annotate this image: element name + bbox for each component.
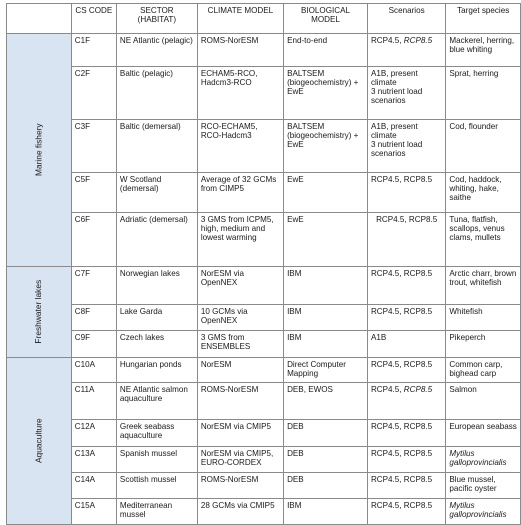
header-sector: SECTOR (HABITAT) (116, 4, 197, 34)
climate-model: 10 GCMs via OpenNEX (197, 305, 283, 331)
table-row (7, 473, 521, 499)
sector: Scottish mussel (116, 473, 197, 499)
scenarios: RCP4.5, RCP8.5 (367, 420, 445, 447)
target-species: European seabass (446, 420, 521, 447)
table-row (7, 420, 521, 447)
scenarios: RCP4.5, RCP8.5 (367, 34, 445, 67)
biological-model: EwE (284, 173, 368, 213)
sector: Norwegian lakes (116, 267, 197, 305)
target-species: Arctic charr, brown trout, whitefish (446, 267, 521, 305)
biological-model: IBM (284, 499, 368, 525)
climate-model: 28 GCMs via CMIP5 (197, 499, 283, 525)
climate-model: ECHAM5-RCO, Hadcm3-RCO (197, 67, 283, 120)
cs-code: C11A (71, 383, 116, 420)
biological-model: IBM (284, 267, 368, 305)
table-row (7, 173, 521, 213)
climate-model: 3 GMS from ENSEMBLES (197, 331, 283, 358)
header-row (7, 4, 521, 34)
sector: W Scotland (demersal) (116, 173, 197, 213)
scenarios: RCP4.5, RCP8.5 (367, 447, 445, 473)
target-species: Cod, haddock, whiting, hake, saithe (446, 173, 521, 213)
table-row (7, 331, 521, 358)
table-row (7, 447, 521, 473)
target-species: Mytilus galloprovincialis (446, 499, 521, 525)
biological-model: DEB (284, 473, 368, 499)
climate-model: NorESM via CMIP5, EURO-CORDEX (197, 447, 283, 473)
biological-model: BALTSEM (biogeochemistry) + EwE (284, 67, 368, 120)
cs-code: C2F (71, 67, 116, 120)
biological-model: IBM (284, 305, 368, 331)
target-species: Sprat, herring (446, 67, 521, 120)
biological-model: Direct Computer Mapping (284, 358, 368, 383)
target-species: Mytilus galloprovincialis (446, 447, 521, 473)
target-species: Pikeperch (446, 331, 521, 358)
group-marine-fishery: Marine fishery (7, 34, 72, 267)
target-species: Tuna, flatfish, scallops, venus clams, mullets (446, 213, 521, 267)
climate-model: NorESM via OpenNEX (197, 267, 283, 305)
sector: Mediterranean mussel (116, 499, 197, 525)
header-climate-model: CLIMATE MODEL (197, 4, 283, 34)
biological-model: BALTSEM (biogeochemistry) + EwE (284, 120, 368, 173)
cs-code: C12A (71, 420, 116, 447)
target-species: Common carp, bighead carp (446, 358, 521, 383)
sector: Adriatic (demersal) (116, 213, 197, 267)
scenarios: RCP4.5, RCP8.5 (367, 173, 445, 213)
group-freshwater-lakes: Freshwater lakes (7, 267, 72, 358)
scenarios: A1B, present climate 3 nutrient load scenarios (367, 120, 445, 173)
biological-model: DEB (284, 447, 368, 473)
target-species: Blue mussel, pacific oyster (446, 473, 521, 499)
climate-model: Average of 32 GCMs from CIMP5 (197, 173, 283, 213)
sector: Spanish mussel (116, 447, 197, 473)
scenarios: RCP4.5, RCP8.5 (367, 383, 445, 420)
header-scenarios: Scenarios (367, 4, 445, 34)
sector: Greek seabass aquaculture (116, 420, 197, 447)
climate-model: RCO-ECHAM5, RCO-Hadcm3 (197, 120, 283, 173)
biological-model: IBM (284, 331, 368, 358)
scenarios: A1B (367, 331, 445, 358)
table-row (7, 34, 521, 67)
cs-code: C13A (71, 447, 116, 473)
header-cs-code: CS CODE (71, 4, 116, 34)
cs-code: C8F (71, 305, 116, 331)
target-species: Cod, flounder (446, 120, 521, 173)
target-species: Salmon (446, 383, 521, 420)
cs-code: C6F (71, 213, 116, 267)
climate-model: NorESM (197, 358, 283, 383)
table-row (7, 358, 521, 383)
sector: Lake Garda (116, 305, 197, 331)
scenarios: RCP4.5, RCP8.5 (367, 305, 445, 331)
biological-model: DEB, EWOS (284, 383, 368, 420)
cs-code: C9F (71, 331, 116, 358)
climate-model: 3 GMS from ICPM5, high, medium and lowest warming (197, 213, 283, 267)
cs-code: C14A (71, 473, 116, 499)
sector: NE Atlantic salmon aquaculture (116, 383, 197, 420)
sector: NE Atlantic (pelagic) (116, 34, 197, 67)
scenarios: RCP4.5, RCP8.5 (367, 213, 445, 267)
table-row (7, 213, 521, 267)
biological-model: End-to-end (284, 34, 368, 67)
header-biological-model: BIOLOGICAL MODEL (284, 4, 368, 34)
table-row (7, 67, 521, 120)
table-row (7, 499, 521, 525)
sector: Baltic (demersal) (116, 120, 197, 173)
climate-model: ROMS-NorESM (197, 34, 283, 67)
climate-model: ROMS-NorESM (197, 383, 283, 420)
cs-code: C7F (71, 267, 116, 305)
table-row (7, 383, 521, 420)
sector: Czech lakes (116, 331, 197, 358)
cs-code: C3F (71, 120, 116, 173)
table-row (7, 305, 521, 331)
biological-model: DEB (284, 420, 368, 447)
climate-model: ROMS-NorESM (197, 473, 283, 499)
biological-model: EwE (284, 213, 368, 267)
scenarios: RCP4.5, RCP8.5 (367, 499, 445, 525)
cs-code: C15A (71, 499, 116, 525)
cs-code: C10A (71, 358, 116, 383)
sector: Hungarian ponds (116, 358, 197, 383)
table-row (7, 120, 521, 173)
group-aquaculture: Aquaculture (7, 358, 72, 525)
scenarios: A1B, present climate 3 nutrient load scenarios (367, 67, 445, 120)
climate-model: NorESM via CMIP5 (197, 420, 283, 447)
table-row (7, 267, 521, 305)
scenarios: RCP4.5, RCP8.5 (367, 267, 445, 305)
header-target-species: Target species (446, 4, 521, 34)
case-study-table (6, 3, 521, 525)
target-species: Mackerel, herring, blue whiting (446, 34, 521, 67)
scenarios: RCP4.5, RCP8.5 (367, 473, 445, 499)
cs-code: C1F (71, 34, 116, 67)
sector: Baltic (pelagic) (116, 67, 197, 120)
cs-code: C5F (71, 173, 116, 213)
header-blank (7, 4, 72, 34)
scenarios: RCP4.5, RCP8.5 (367, 358, 445, 383)
target-species: Whitefish (446, 305, 521, 331)
